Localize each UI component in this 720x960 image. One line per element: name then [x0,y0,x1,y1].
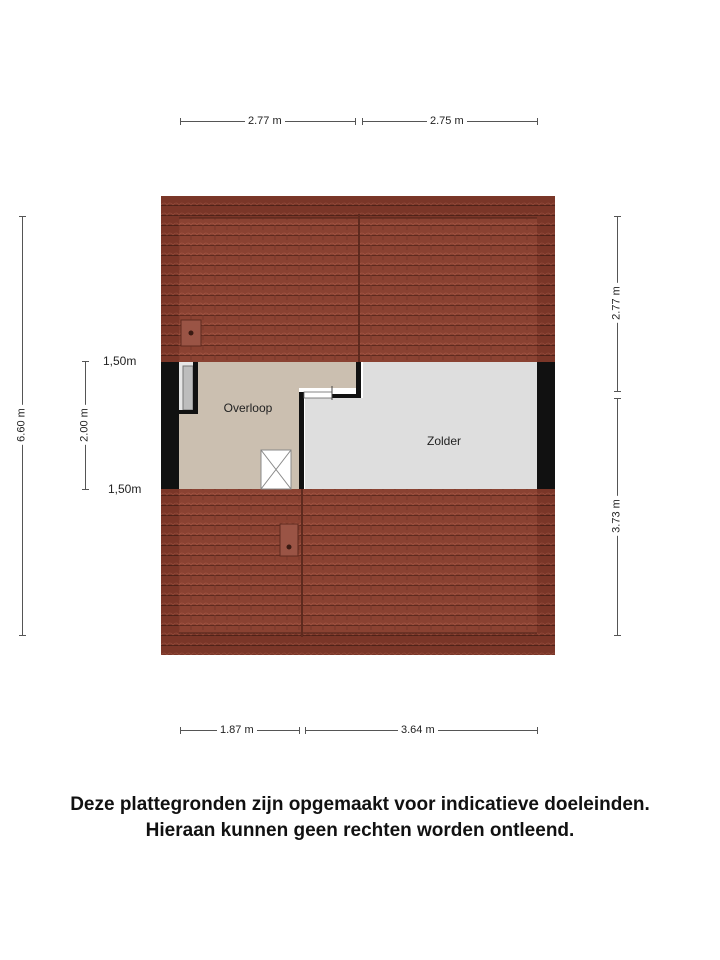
interior [161,362,555,489]
vent-bottom [280,524,298,556]
dim-right-top: 2.77 m [611,283,624,323]
floor-plan [161,196,555,655]
disclaimer-line-2: Hieraan kunnen geen rechten worden ontleend. [145,820,575,841]
height-lower-label: 1,50m [108,482,142,496]
roof-bottom [161,489,555,655]
room-zolder-label: Zolder [426,434,462,448]
wall-left [161,362,179,489]
dim-top-right: 2.75 m [427,115,467,128]
wall-partition [299,392,304,489]
dim-bottom-left: 1.87 m [217,724,257,737]
height-upper-label: 1,50m [103,354,137,368]
disclaimer-line-1: Deze plattegronden zijn opgemaakt voor indicatieve doeleinden. [70,794,650,815]
wall-right [537,362,555,489]
dim-bottom-right: 3.64 m [398,724,438,737]
dim-top-left: 2.77 m [245,115,285,128]
dim-left-inner: 2.00 m [79,405,92,445]
room-overloop-label: Overloop [223,401,273,415]
dim-right-bottom: 3.73 m [611,496,624,536]
dim-left-total: 6.60 m [16,405,29,445]
roof-top [161,196,555,362]
